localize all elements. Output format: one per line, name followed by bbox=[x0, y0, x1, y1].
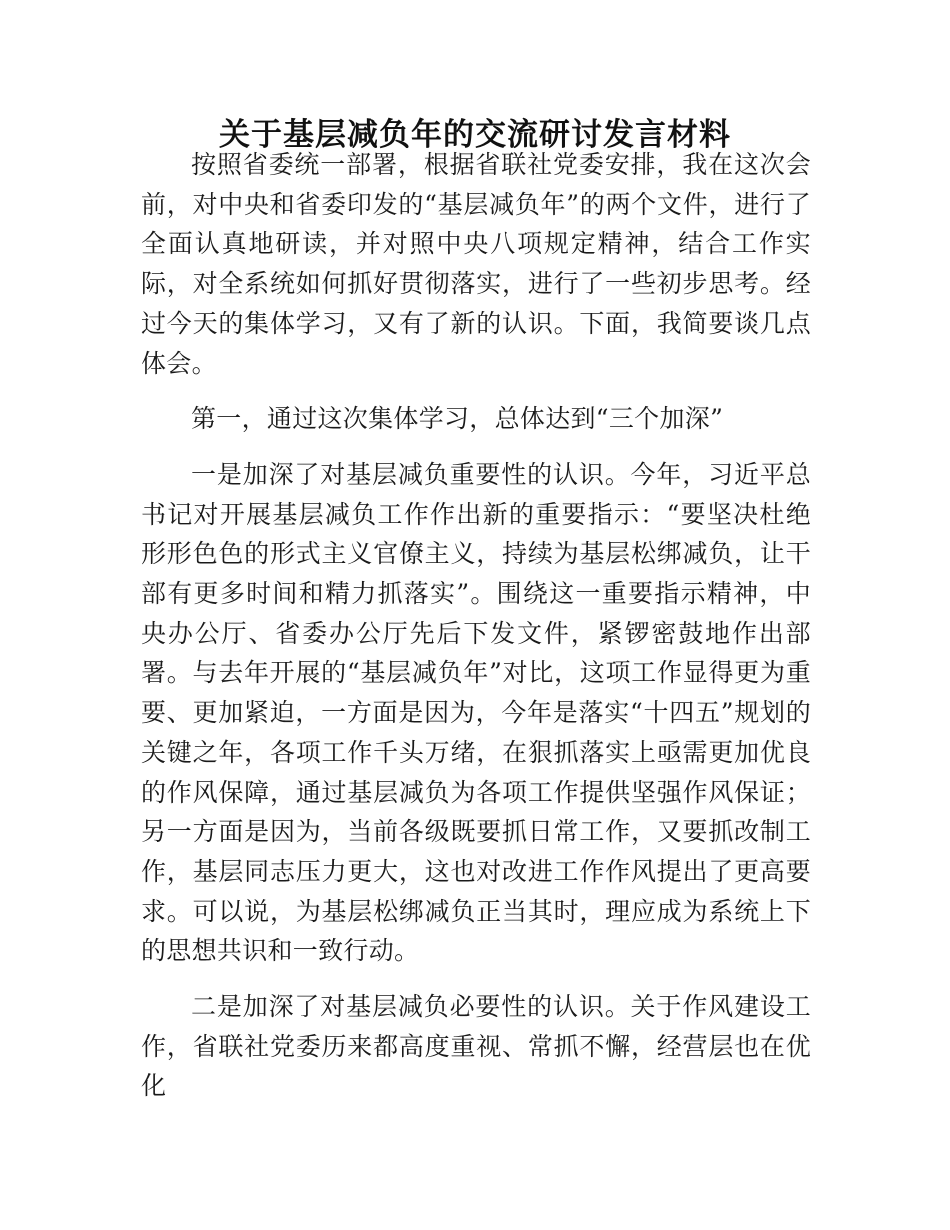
paragraph-point-one: 一是加深了对基层减负重要性的认识。今年，习近平总书记对开展基层减负工作作出新的重要指示：“要坚决杜绝形形色色的形式主义官僚主义，持续为基层松绑减负，让干部有更多时间和精力抓落实”。围绕这一重要指示精神，中央办公厅、省委办公厅先后下发文件，紧锣密鼓地作出部署。与去年开展的“基层减负年”对比，这项工作显得更为重要、更加紧迫，一方面是因为，今年是落实“十四五”规划的关键之年，各项工作千头万绪，在狠抓落实上亟需更加优良的作风保障，通过基层减负为各项工作提供坚强作风保证；另一方面是因为，当前各级既要抓日常工作，又要抓改制工作，基层同志压力更大，这也对改进工作作风提出了更高要求。可以说，为基层松绑减负正当其时，理应成为系统上下的思想共识和一致行动。 bbox=[141, 459, 811, 966]
paragraph-section-heading: 第一，通过这次集体学习，总体达到“三个加深” bbox=[191, 404, 724, 434]
document-title: 关于基层减负年的交流研讨发言材料 bbox=[219, 117, 731, 153]
paragraph-intro: 按照省委统一部署，根据省联社党委安排，我在这次会前，对中央和省委印发的“基层减负年”的两个文件，进行了全面认真地研读，并对照中央八项规定精神，结合工作实际，对全系统如何抓好贯彻落实，进行了一些初步思考。经过今天的集体学习，又有了新的认识。下面，我简要谈几点体会。 bbox=[141, 150, 811, 378]
document-body bbox=[141, 145, 811, 1106]
paragraph-point-two: 二是加深了对基层减负必要性的认识。关于作风建设工作，省联社党委历来都高度重视、常抓不懈，经营层也在优化 bbox=[141, 992, 811, 1101]
